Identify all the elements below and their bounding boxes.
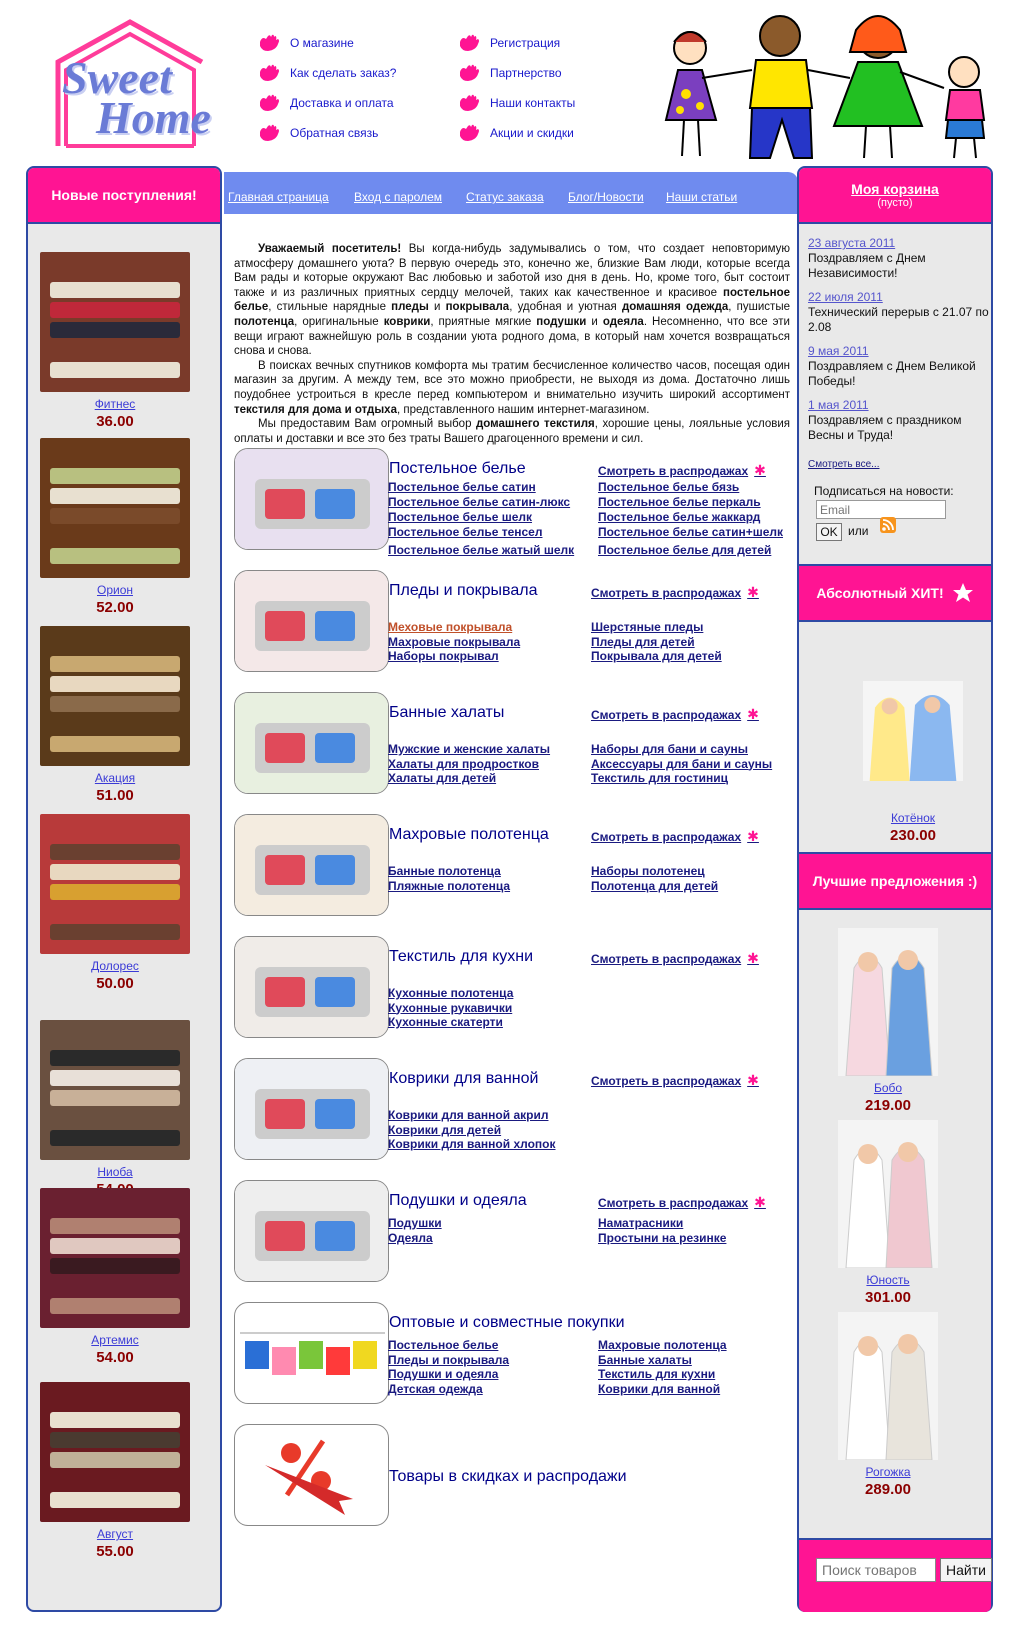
star-icon: ✱ — [747, 828, 759, 844]
product-card[interactable] — [40, 1188, 190, 1366]
category-4 — [234, 936, 794, 1046]
top-nav-item — [458, 28, 658, 58]
product-name-link[interactable]: Долорес — [91, 959, 139, 973]
product-image — [40, 438, 190, 578]
category-title[interactable]: Коврики для ванной — [389, 1070, 539, 1087]
category-8 — [234, 1424, 794, 1534]
subcategory-link[interactable]: Кухонные скатерти — [388, 1015, 503, 1029]
product-price: 51.00 — [96, 787, 134, 804]
subscribe-label: Подписаться на новости: — [814, 484, 954, 498]
product-image — [863, 656, 963, 806]
new-arrivals-header — [28, 168, 220, 222]
tab-1[interactable]: Вход с паролем — [354, 190, 442, 204]
news-text: Технический перерыв с 21.07 по 2.08 — [808, 305, 989, 334]
sale-image — [235, 1303, 389, 1404]
tab-3[interactable]: Блог/Новости — [568, 190, 644, 204]
category-title[interactable]: Товары в скидках и распродажи — [389, 1468, 627, 1485]
hand-pointer-icon — [258, 94, 280, 112]
news-date-link[interactable]: 23 августа 2011 — [808, 236, 896, 250]
header — [0, 0, 1030, 170]
subcategory-link[interactable]: Покрывала для детей — [591, 649, 722, 663]
category-image-frame[interactable] — [234, 570, 389, 672]
subcategory-link[interactable]: Коврики для ванной акрил — [388, 1108, 549, 1122]
top-nav-link[interactable]: Обратная связь — [290, 126, 379, 140]
category-image — [235, 937, 389, 1038]
news-date-link[interactable]: 22 июля 2011 — [808, 290, 883, 304]
hand-pointer-icon — [258, 34, 280, 52]
subcategory-link[interactable]: Постельное белье сатин — [388, 480, 536, 494]
subcategory-link[interactable]: Банные полотенца — [388, 864, 501, 878]
product-name-link[interactable]: Фитнес — [94, 397, 136, 411]
product-image — [838, 928, 938, 1076]
category-image-frame[interactable] — [234, 1424, 389, 1526]
logo-text — [62, 52, 211, 143]
tab-2[interactable]: Статус заказа — [466, 190, 544, 204]
new-arrivals-title: Новые поступления! — [51, 187, 197, 203]
product-price: 301.00 — [865, 1289, 911, 1306]
left-sidebar — [26, 166, 222, 1612]
subcategory-link[interactable]: Пледы для детей — [591, 634, 695, 649]
subcategory-link[interactable]: Халаты для детей — [388, 771, 497, 785]
hand-pointer-icon — [458, 124, 480, 142]
category-right-links — [591, 742, 772, 786]
product-card[interactable] — [40, 252, 190, 430]
hit-product[interactable] — [838, 656, 988, 844]
search-input[interactable] — [816, 1558, 936, 1582]
news-date-link[interactable]: 1 мая 2011 — [808, 398, 869, 412]
subcategory-link[interactable]: Коврики для ванной хлопок — [388, 1137, 556, 1151]
subscribe-or-text: или — [848, 524, 869, 538]
category-image-frame[interactable] — [234, 1302, 389, 1404]
category-left-links — [388, 742, 550, 786]
category-sale-link[interactable]: Смотреть в распродажах ✱ — [598, 462, 766, 478]
main-tabs — [224, 172, 798, 214]
top-nav-right-column — [458, 28, 658, 148]
hand-pointer-icon — [458, 34, 480, 52]
category-1 — [234, 570, 794, 680]
subcategory-link[interactable]: Коврики для детей — [388, 1122, 502, 1137]
news-all-link[interactable]: Смотреть все... — [808, 459, 880, 470]
subcategory-link[interactable]: Постельное белье — [388, 1338, 499, 1352]
star-icon — [952, 582, 974, 604]
category-image — [235, 449, 389, 550]
category-image-frame[interactable] — [234, 814, 389, 916]
top-nav-item — [258, 58, 458, 88]
category-right-links — [591, 620, 722, 664]
rss-icon[interactable] — [880, 517, 896, 533]
product-name-link[interactable]: Орион — [96, 583, 133, 597]
category-5 — [234, 1058, 794, 1168]
subcategory-link[interactable]: Пледы и покрывала — [388, 1352, 510, 1367]
category-image-frame[interactable] — [234, 1058, 389, 1160]
subcategory-link[interactable]: Простыни на резинке — [598, 1230, 727, 1245]
top-nav-link[interactable]: О магазине — [290, 36, 354, 50]
product-name-link[interactable]: Артемис — [91, 1333, 139, 1347]
category-2 — [234, 692, 794, 802]
category-3 — [234, 814, 794, 924]
product-image — [40, 814, 190, 954]
top-nav-link[interactable]: Акции и скидки — [490, 126, 574, 140]
news-item — [808, 290, 993, 335]
news-item — [808, 236, 993, 281]
product-image — [838, 1312, 938, 1460]
top-nav-item — [458, 58, 658, 88]
product-price: 219.00 — [865, 1097, 911, 1114]
product-price: 50.00 — [96, 975, 134, 992]
subcategory-link[interactable]: Текстиль для кухни — [598, 1367, 716, 1381]
subcategory-link[interactable]: Коврики для ванной — [598, 1381, 721, 1396]
subcategory-link[interactable]: Наборы полотенец — [591, 864, 705, 878]
subscribe-ok-button[interactable]: OK — [816, 523, 842, 541]
best-offers-title: Лучшие предложения :) — [812, 873, 978, 889]
best-offers-header — [799, 852, 991, 910]
cart-header — [799, 168, 991, 222]
category-left-links — [388, 864, 510, 893]
product-name-link[interactable]: Акация — [94, 771, 136, 785]
subcategory-link[interactable]: Постельное белье для детей — [598, 543, 772, 557]
subcategory-link[interactable]: Постельное белье перкаль — [598, 495, 761, 509]
top-nav-item — [458, 118, 658, 148]
star-icon: ✱ — [747, 1072, 759, 1088]
subcategory-link[interactable]: Постельное белье жаккард — [598, 510, 761, 524]
category-title[interactable]: Банные халаты — [389, 704, 505, 721]
subcategory-link[interactable]: Мужские и женские халаты — [388, 742, 551, 756]
logo[interactable] — [52, 18, 211, 156]
category-left-links — [388, 1216, 442, 1245]
category-title[interactable]: Оптовые и совместные покупки — [389, 1314, 625, 1331]
subcategory-link[interactable]: Кухонные полотенца — [388, 986, 514, 1000]
product-price: 52.00 — [96, 599, 134, 616]
category-image-frame[interactable] — [234, 1180, 389, 1282]
product-price: 36.00 — [96, 413, 134, 430]
subcategory-link[interactable]: Постельное белье сатин-люкс — [388, 495, 571, 509]
category-title[interactable]: Махровые полотенца — [389, 826, 549, 843]
category-title[interactable]: Пледы и покрывала — [389, 582, 538, 599]
cart-status: (пусто) — [877, 197, 913, 209]
product-card[interactable] — [40, 814, 190, 992]
product-name-link[interactable]: Ниоба — [97, 1165, 133, 1179]
product-name-link[interactable]: Бобо — [873, 1081, 903, 1095]
category-image-frame[interactable] — [234, 448, 389, 550]
news-item — [808, 344, 993, 389]
product-card[interactable] — [40, 1382, 190, 1560]
top-nav-link[interactable]: Наши контакты — [490, 96, 576, 110]
product-card[interactable] — [40, 626, 190, 804]
discount-image — [235, 1425, 389, 1526]
top-nav-link[interactable]: Доставка и оплата — [290, 96, 394, 110]
category-title[interactable]: Постельное белье — [389, 460, 526, 477]
category-image-frame[interactable] — [234, 692, 389, 794]
product-image — [40, 1020, 190, 1160]
subcategory-link[interactable]: Подушки и одеяла — [388, 1367, 499, 1381]
subcategory-link[interactable]: Халаты для продростков — [388, 756, 539, 771]
subcategory-link[interactable]: Кухонные рукавички — [388, 1000, 513, 1015]
category-6 — [234, 1180, 794, 1290]
category-image-frame[interactable] — [234, 936, 389, 1038]
category-sale-link[interactable]: Смотреть в распродажах ✱ — [591, 950, 759, 966]
category-sale-link[interactable]: Смотреть в распродажах ✱ — [591, 584, 759, 600]
star-icon: ✱ — [754, 462, 766, 478]
category-left-links — [388, 1338, 509, 1396]
star-icon: ✱ — [747, 950, 759, 966]
category-left-links — [388, 986, 513, 1030]
product-image — [40, 1188, 190, 1328]
category-left-links — [388, 480, 574, 558]
product-image — [40, 1382, 190, 1522]
product-name-link[interactable]: Август — [96, 1527, 134, 1541]
category-sale-link[interactable]: Смотреть в распродажах ✱ — [591, 828, 759, 844]
subcategory-link[interactable]: Постельное белье бязь — [598, 480, 740, 494]
intro-text: Уважаемый посетитель! Вы когда-нибудь задумывались о том, что создает неповторимую атмосферу домашнего уюта? В первую очередь это, конечно же, близкие Вам люди, которые всегда Вам рады и которые окружают Вас любовью и заботой изо дня в день. Но, кроме того, быт состоит также и из различных приятных сердцу мелочей, таких как качественное и красивое постельное белье, стильные нарядные пледы и покрывала, удобная и уютная домашняя одежда, пушистые полотенца, оригинальные коврики, приятные мягкие подушки и одеяла. Несомненно, что все эти вещи играют важнейшую роль в создании уюта родного дома, в который нам хочется возвращаться снова и снова. В поисках вечных спутников комфорта мы тратим бесчисленное количество часов, посещая один магазин за другим. А между тем, все это можно приобрести, не выходя из дома. Достаточно лишь поудобнее устроиться в кресле перед компьютером и внимательно изучить широкий ассортимент текстиля для дома и отдыха, представленного нашим интернет-магазином. Мы предоставим Вам огромный выбор домашнего текстиля, хорошие цены, лояльные условия оплаты и доставки и все это без траты Вашего драгоценного времени и сил. — [234, 243, 790, 445]
category-sale-link[interactable]: Смотреть в распродажах ✱ — [591, 706, 759, 722]
product-name-link[interactable]: Юность — [866, 1273, 910, 1287]
subcategory-link[interactable]: Постельное белье тенсел — [388, 525, 543, 539]
news-text: Поздравляем с Днем Независимости! — [808, 251, 926, 280]
subcategory-link[interactable]: Подушки — [388, 1216, 442, 1230]
hand-pointer-icon — [458, 64, 480, 82]
best-product-card[interactable] — [838, 928, 938, 1114]
top-nav-item — [458, 88, 658, 118]
category-image — [235, 571, 389, 672]
top-nav-link[interactable]: Партнерство — [490, 66, 562, 80]
product-image — [838, 1120, 938, 1268]
top-nav-item — [258, 88, 458, 118]
category-left-links — [388, 1108, 556, 1152]
logo-line1: Sweet — [62, 52, 172, 103]
hand-pointer-icon — [258, 124, 280, 142]
best-product-card[interactable] — [838, 1312, 938, 1498]
subcategory-link[interactable]: Шерстяные пледы — [591, 620, 704, 634]
product-image — [40, 252, 190, 392]
category-image — [235, 815, 389, 916]
category-right-links — [598, 1338, 727, 1396]
product-price: 230.00 — [890, 827, 936, 844]
subcategory-link[interactable]: Текстиль для гостиниц — [591, 771, 729, 785]
news-text: Поздравляем с Днем Великой Победы! — [808, 359, 976, 388]
category-image — [235, 1181, 389, 1282]
subcategory-link[interactable]: Меховые покрывала — [388, 620, 513, 634]
subcategory-link[interactable]: Наборы покрывал — [388, 649, 499, 663]
subcategory-link[interactable]: Пляжные полотенца — [388, 878, 511, 893]
product-price: 54.00 — [96, 1349, 134, 1366]
subcategory-link[interactable]: Детская одежда — [388, 1381, 483, 1396]
star-icon: ✱ — [754, 1194, 766, 1210]
subcategory-link[interactable]: Постельное белье шелк — [388, 510, 533, 524]
category-sale-link[interactable]: Смотреть в распродажах ✱ — [591, 1072, 759, 1088]
subcategory-link[interactable]: Аксессуары для бани и сауны — [591, 756, 773, 771]
subcategory-link[interactable]: Махровые полотенца — [598, 1338, 727, 1352]
star-icon: ✱ — [747, 706, 759, 722]
category-0 — [234, 448, 794, 558]
search-button[interactable]: Найти — [940, 1558, 992, 1582]
logo-line2: Home — [96, 92, 211, 143]
hit-title: Абсолютный ХИТ! — [816, 585, 944, 601]
category-sale-link[interactable]: Смотреть в распродажах ✱ — [598, 1194, 766, 1210]
product-name-link[interactable]: Рогожка — [865, 1465, 911, 1479]
product-price: 55.00 — [96, 1543, 134, 1560]
news-item — [808, 398, 993, 443]
product-name-link[interactable]: Котёнок — [890, 811, 936, 825]
subcategory-link[interactable]: Постельное белье жатый шелк — [388, 543, 575, 557]
news-date-link[interactable]: 9 мая 2011 — [808, 344, 869, 358]
tab-4[interactable]: Наши статьи — [666, 190, 738, 204]
category-image — [235, 693, 389, 794]
top-nav-left-column — [258, 28, 458, 148]
hand-pointer-icon — [258, 64, 280, 82]
top-nav-item — [258, 28, 458, 58]
hand-pointer-icon — [458, 94, 480, 112]
top-nav-item — [258, 118, 458, 148]
category-7 — [234, 1302, 794, 1412]
star-icon: ✱ — [747, 584, 759, 600]
kids-illustration — [660, 8, 1012, 168]
best-product-card[interactable] — [838, 1120, 938, 1306]
product-card[interactable] — [40, 1020, 190, 1198]
cart-link[interactable]: Моя корзина — [851, 181, 939, 197]
product-price: 289.00 — [865, 1481, 911, 1498]
category-right-links — [591, 864, 718, 893]
product-card[interactable] — [40, 438, 190, 616]
hit-header — [799, 564, 991, 622]
category-title[interactable]: Подушки и одеяла — [389, 1192, 527, 1209]
category-title[interactable]: Текстиль для кухни — [389, 948, 534, 965]
subcategory-link[interactable]: Банные халаты — [598, 1352, 692, 1367]
category-right-links — [598, 1216, 726, 1245]
subcategory-link[interactable]: Наматрасники — [598, 1216, 684, 1230]
subcategory-link[interactable]: Постельное белье сатин+шелк — [598, 525, 784, 539]
tab-0[interactable]: Главная страница — [228, 190, 329, 204]
category-image — [235, 1059, 389, 1160]
top-nav-link[interactable]: Регистрация — [490, 36, 561, 50]
news-text: Поздравляем с праздником Весны и Труда! — [808, 413, 962, 442]
subcategory-link[interactable]: Наборы для бани и сауны — [591, 742, 748, 756]
top-nav-link[interactable]: Как сделать заказ? — [290, 66, 397, 80]
subcategory-link[interactable]: Махровые покрывала — [388, 634, 521, 649]
category-right-links — [598, 480, 783, 558]
subcategory-link[interactable]: Полотенца для детей — [591, 878, 719, 893]
product-image — [40, 626, 190, 766]
category-left-links — [388, 620, 520, 664]
subcategory-link[interactable]: Одеяла — [388, 1230, 433, 1245]
